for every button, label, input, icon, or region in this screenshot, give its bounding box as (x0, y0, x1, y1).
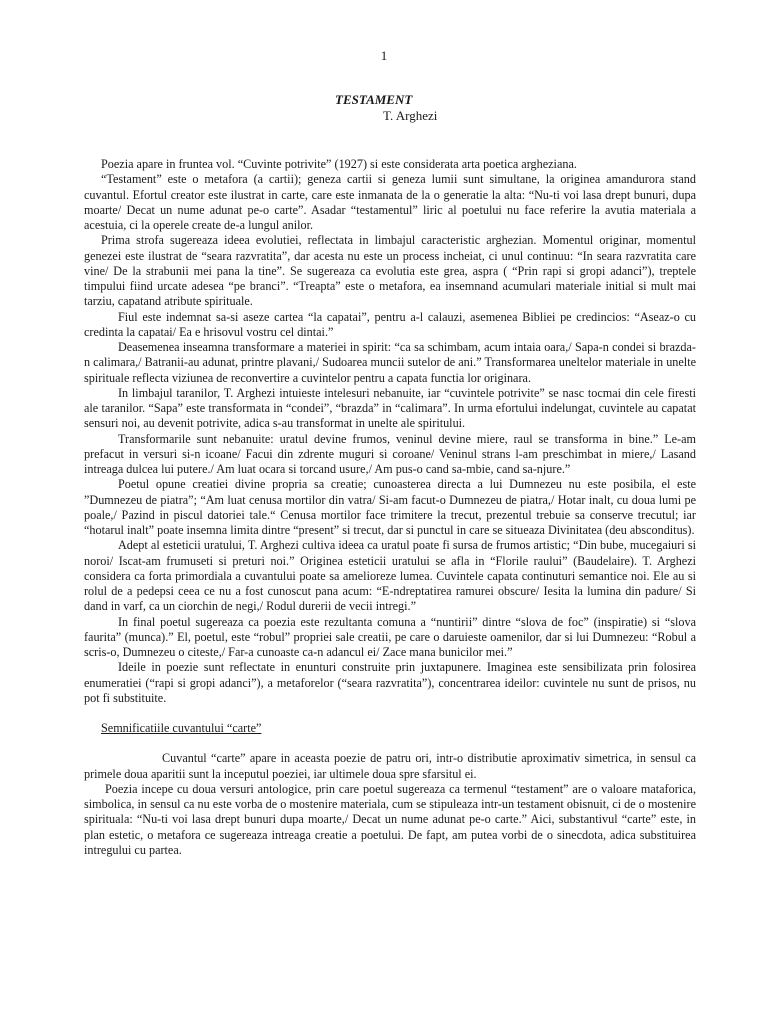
paragraph: Prima strofa sugereaza ideea evolutiei, reflectata in limbajul caracteristic arghezian. Momentul originar, momentul genezei este ilustrat de “seara razvratita”, dar acesta nu este un process incheiat, ci unul continuu: “In seara razvratita care vine/ De la strabunii mei pana la tine”. Se sugereaza ca evolutia este grea, aspra ( “Prin rapi si gropi adanci”), treptele timpului fiind urcate adesea “pe branci”. “Treapta” este o metafora, ea insemnand acumulari materiale initial si mult mai tarziu, capatand atribute spirituale. (84, 233, 696, 309)
document-author: T. Arghezi (383, 108, 438, 123)
section-heading: Semnificatiile cuvantului “carte” (101, 721, 262, 735)
paragraph: Poezia incepe cu doua versuri antologice, prin care poetul sugereaza ca termenul “testament” are o valoare mataforica, simbolica, in sensul ca nu este vorba de o mostenire materiala, cum se stipuleaza intr-un testament obisnuit, ci de o mostenire spirituala: “Nu-ti voi lasa drept bunuri dupa moarte,/ Decat un nume adunat pe-o carte.” Aici, substantivul “carte” este, in plan estetic, o metafora ce sugereaza intreaga creatie a poetului. De fapt, am putea vorbi de o sinecdota, adica substituirea intregului cu partea. (84, 781, 696, 857)
paragraph: Adept al esteticii uratului, T. Arghezi cultiva ideea ca uratul poate fi sursa de frumos artistic; “Din bube, mucegaiuri si noroi/ Iscat-am frumuseti si preturi noi.” Originea esteticii uratului se afla in “Florile raului” (Baudelaire). T. Arghezi considera ca forta primordiala a cuvantului poate sa amelioreze lumea. Cuvintele capata continuturi semantice noi. Ele au si rolul de a pedepsi ceea ce nu a fost cunoscut pana acum: “E-ndreptatirea ramurei obscure/ Iesita la lumina din padure/ Si dand in varf, ca un ciorchin de negi,/ Rodul durerii de vecii intregi.” (84, 538, 696, 614)
paragraph: Ideile in poezie sunt reflectate in enunturi construite prin juxtapunere. Imaginea este sensibilizata prin folosirea enumeratiei (“rapi si gropi adanci”), a metaforelor (“seara razvratita”), concentrarea ideilor: cuvintele nu sunt de prisos, nu pot fi substituite. (84, 660, 696, 705)
paragraph: Deasemenea inseamna transformare a materiei in spirit: “ca sa schimbam, acum intaia oara,/ Sapa-n condei si brazda-n calimara,/ Batranii-au adunat, printre plavani,/ Sudoarea muncii sutelor de ani.” Transformarea uneltelor materiale in unelte spirituale reflecta viziunea de reconvertire a cuvintelor pentru a capata functia lor originara. (84, 340, 696, 385)
document-body (84, 157, 696, 858)
paragraph: In limbajul taranilor, T. Arghezi intuieste intelesuri nebanuite, iar “cuvintele potrivite” se nasc tocmai din cele firesti ale taranilor. “Sapa” este transformata in “condei”, “brazda” in “calimara”. In urma efortului indelungat, cuvintele au capatat sensuri noi, au devenit potrivite, adica s-au transformat in unelte ale spiritului. (84, 385, 696, 431)
paragraph: Transformarile sunt nebanuite: uratul devine frumos, veninul devine miere, raul se transforma in bine.” Le-am prefacut in versuri si-n icoane/ Facui din zdrente muguri si coroane/ Veninul strans l-am preschimbat in miere,/ Lasand intreaga dulcea lui putere./ Am luat ocara si torcand usure,/ Am pus-o cand sa-mbie, cand sa-njure.” (84, 431, 696, 476)
paragraph: “Testament” este o metafora (a cartii); geneza cartii si geneza lumii sunt simultane, la originea amandurora stand cuvantul. Efortul creator este ilustrat in carte, care este inmanata de la o generatie la alta: “Nu-ti voi lasa drept bunuri, dupa moarte/ Decat un nume adunat pe-o carte”. Asadar “testamentul” liric al poetului nu face referire la avutia materiala a acestuia, ci la operele create de-a lungul anilor. (84, 172, 696, 232)
paragraph: In final poetul sugereaza ca poezia este rezultanta comuna a “nuntirii” dintre “slova de foc” (inspiratie) si “slova faurita” (munca).” El, poetul, este “robul” propriei sale creatii, pe care o daruieste oamenilor, dar si lui Dumnezeu: “Robul a scris-o, Dumnezeu o citeste,/ Far-a cunoaste ca-n adancul ei/ Zace mana bunicilor mei.” (84, 614, 696, 659)
page-number: 1 (380, 48, 388, 63)
document-title: TESTAMENT (335, 92, 413, 107)
paragraph: Poezia apare in fruntea vol. “Cuvinte potrivite” (1927) si este considerata arta poetica argheziana. (101, 157, 577, 171)
paragraph: Poetul opune creatiei divine propria sa creatie; cunoasterea directa a lui Dumnezeu nu este posibila, el este ”Dumnezeu de piatra”; “Am luat cenusa mortilor din vatra/ Si-am facut-o Dumnezeu de piatra,/ Hotar inalt, cu doua lumi pe poale,/ Pazind in piscul datoriei tale.“ Cenusa mortilor face trimitere la trecut, prezentul trebuie sa conserve trecutul; iar “hotarul inalt” poate insemna limita dintre “present” si trecut, dar si punctul in care se situeaza Divinitatea (deu absconditus). (84, 477, 696, 537)
paragraph: Cuvantul “carte” apare in aceasta poezie de patru ori, intr-o distributie aproximativ simetrica, in sensul ca primele doua aparitii sunt la inceputul poeziei, iar ultimele doua spre sfarsitul ei. (84, 751, 696, 781)
paragraph: Fiul este indemnat sa-si aseze cartea “la capatai”, pentru a-l calauzi, asemenea Bibliei pe credincios: “Aseaz-o cu credinta la capatai/ Ea e hrisovul vostru cel dintai.” (84, 309, 696, 339)
